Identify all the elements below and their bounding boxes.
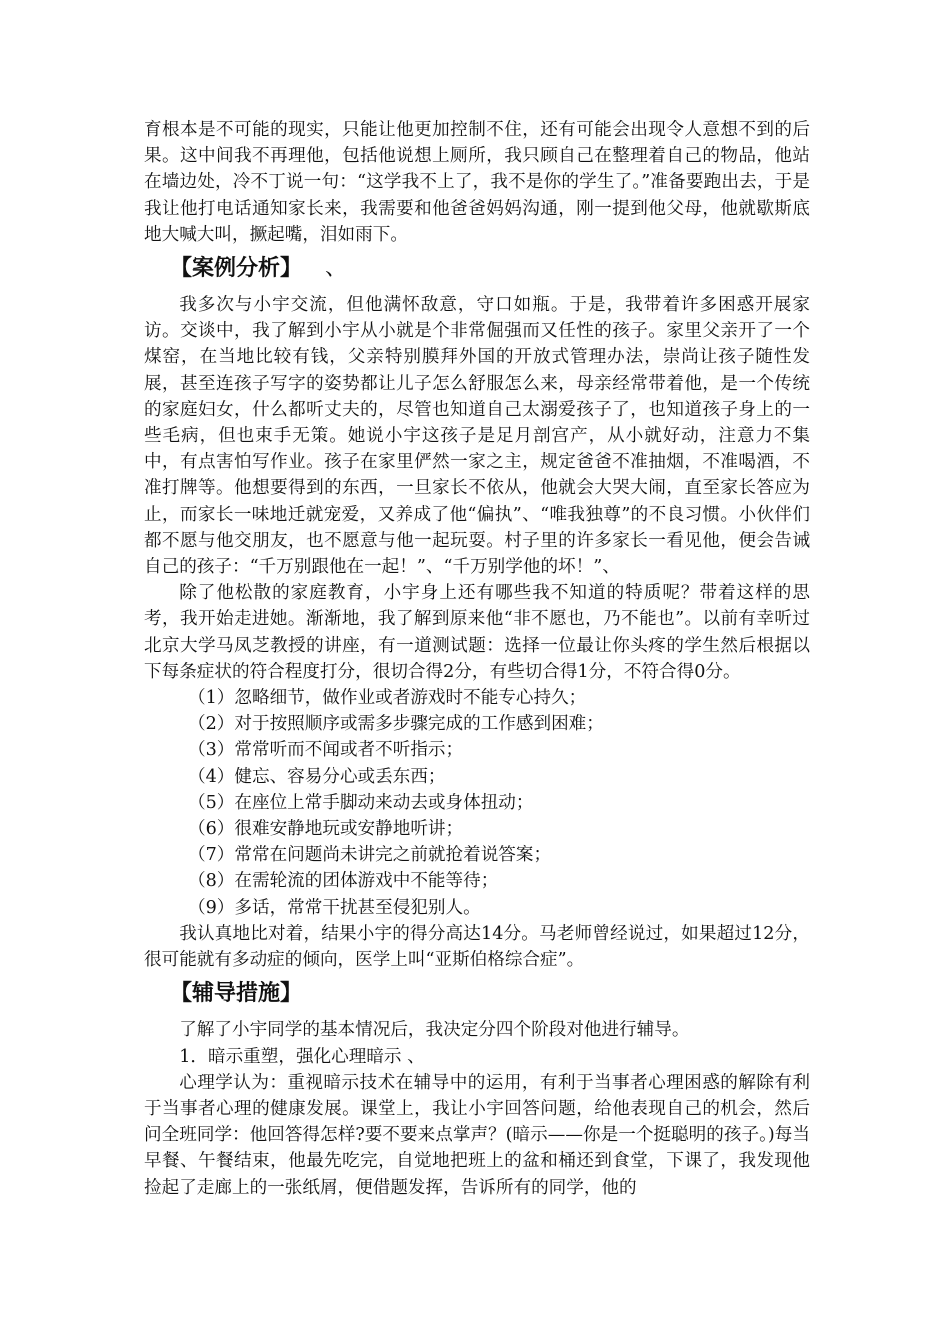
paragraph: 除了他松散的家庭教育，小宇身上还有哪些我不知道的特质呢？带着这样的思考，我开始走进她。渐渐地，我了解到原来他“非不愿也，乃不能也”。以前有幸听过北京大学马凤芝教授的讲座，有一道测试题：选择一位最让你头疼的学生然后根据以下每条症状的符合程度打分，很切合得2分，有些切合得1分，不符合得0分。 <box>144 583 810 682</box>
symptom-list <box>144 685 810 921</box>
list-item: （8）在需轮流的团体游戏中不能等待； <box>188 871 499 892</box>
list-item: （5）在座位上常手脚动来动去或身体扭动； <box>188 792 534 813</box>
subheading: 1．暗示重塑，强化心理暗示 、 <box>179 1046 425 1067</box>
heading-mark: 、 <box>325 256 348 282</box>
paragraph: 我认真地比对着，结果小宇的得分高达14分。马老师曾经说过，如果超过12分，很可能就有多动症的倾向，医学上叫“亚斯伯格综合症”。 <box>144 923 810 971</box>
list-item: （6）很难安静地玩或安静地听讲； <box>188 819 464 840</box>
list-item: （3）常常听而不闻或者不听指示； <box>188 740 464 761</box>
paragraph: 心理学认为：重视暗示技术在辅导中的运用，有利于当事者心理困惑的解除有利于当事者心理的健康发展。课堂上，我让小宇回答问题，给他表现自己的机会，然后问全班同学：他回答得怎样?要不要来点掌声？(暗示——你是一个挺聪明的孩子。)每当早餐、午餐结束，他最先吃完，自觉地把班上的盆和桶还到食堂，下课了，我发现他捡起了走廊上的一张纸屑，便借题发挥，告诉所有的同学，他的 <box>144 1072 810 1198</box>
list-item: （7）常常在问题尚未讲完之前就抢着说答案； <box>188 845 552 866</box>
paragraph: 了解了小宇同学的基本情况后，我决定分四个阶段对他进行辅导。 <box>179 1020 690 1041</box>
paragraph: 我多次与小宇交流，但他满怀敌意，守口如瓶。于是，我带着许多困惑开展家访。交谈中，我了解到小宇从小就是个非常倔强而又任性的孩子。家里父亲开了一个煤窑，在当地比较有钱，父亲特别膜拜外国的开放式管理办法，崇尚让孩子随性发展，甚至连孩子写字的姿势都让儿子怎么舒服怎么来，母亲经常带着他，是一个传统的家庭妇女，什么都听丈夫的，尽管也知道自己太溺爱孩子了，也知道孩子身上的一些毛病，但也束手无策。她说小宇这孩子是足月剖宫产，从小就好动，注意力不集中，有点害怕写作业。孩子在家里俨然一家之主，规定爸爸不准抽烟，不准喝酒，不准打牌等。他想要得到的东西，一旦家长不依从，他就会大哭大闹，直至家长答应为止，而家长一味地迁就宠爱，又养成了他“偏执”、“唯我独尊”的不良习惯。小伙伴们都不愿与他交朋友，也不愿意与他一起玩耍。村子里的许多家长一看见他，便会告诫自己的孩子：“千万别跟他在一起！”、“千万别学他的坏！”、 <box>144 295 810 578</box>
document-page <box>144 117 810 1201</box>
section-heading-measures: 【辅导措施】 <box>170 981 303 1007</box>
list-item: （2）对于按照顺序或需多步骤完成的工作感到困难； <box>188 714 604 735</box>
heading-text: 【案例分析】 <box>170 256 292 282</box>
list-item: （4）健忘、容易分心或丢东西； <box>188 766 446 787</box>
section-heading-case-analysis <box>170 254 810 284</box>
list-item: （1）忽略细节，做作业或者游戏时不能专心持久； <box>188 688 587 709</box>
list-item: （9）多话，常常干扰甚至侵犯别人。 <box>188 897 481 918</box>
paragraph: 育根本是不可能的现实，只能让他更加控制不住，还有可能会出现令人意想不到的后果。这中间我不再理他，包括他说想上厕所，我只顾自己在整理着自己的物品，他站在墙边处，冷不丁说一句：“这学我不上了，我不是你的学生了。”准备要跑出去，于是我让他打电话通知家长来，我需要和他爸爸妈妈沟通，刚一提到他父母，他就歇斯底地大喊大叫，撅起嘴，泪如雨下。 <box>144 120 810 245</box>
